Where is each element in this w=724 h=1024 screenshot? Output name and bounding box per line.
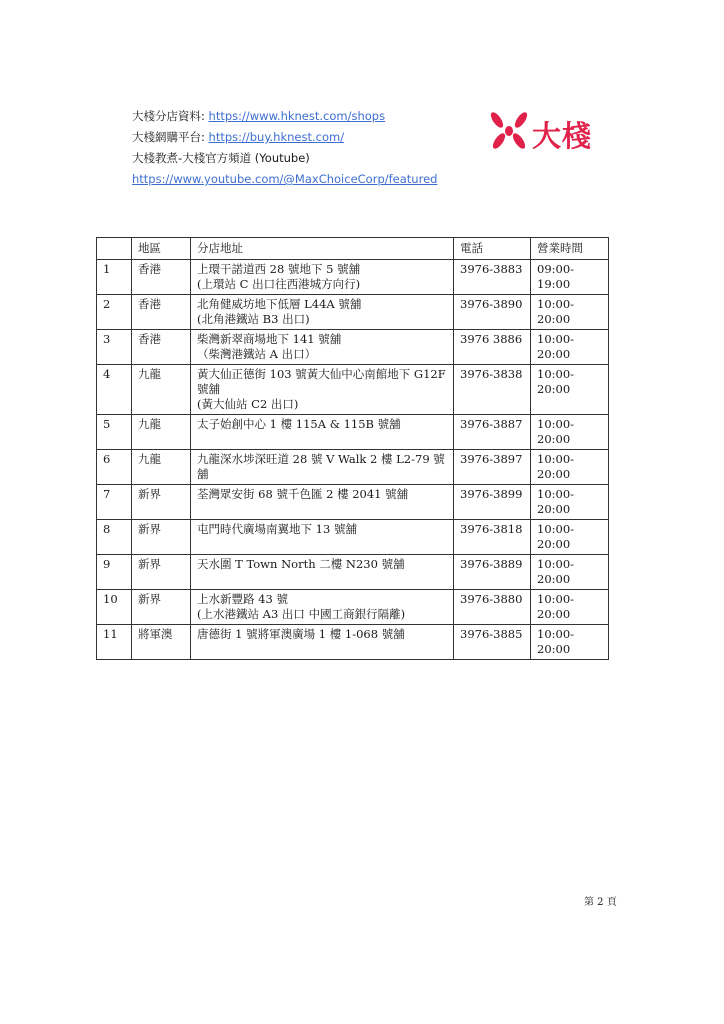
cell-phone: 3976-3883	[454, 260, 531, 295]
cell-no: 1	[97, 260, 132, 295]
cell-no: 10	[97, 590, 132, 625]
cell-region: 將軍澳	[132, 625, 191, 660]
cell-region: 香港	[132, 330, 191, 365]
cell-no: 5	[97, 415, 132, 450]
cell-address	[191, 485, 454, 520]
cell-region: 新界	[132, 520, 191, 555]
cell-no: 9	[97, 555, 132, 590]
shop-table	[96, 237, 609, 660]
address-main: 黃大仙正德街 103 號黃大仙中心南館地下 G12F 號舖	[197, 367, 446, 396]
cell-hours: 10:00-20:00	[531, 520, 609, 555]
cell-hours: 10:00-20:00	[531, 590, 609, 625]
table-row	[97, 365, 609, 415]
cell-hours: 10:00-20:00	[531, 415, 609, 450]
cell-address	[191, 555, 454, 590]
youtube-label: 大棧教煮-大棧官方頻道 (Youtube)	[132, 151, 310, 165]
buy-label: 大棧網購平台:	[132, 130, 205, 144]
address-note: (上環站 C 出口往西港城方向行)	[197, 277, 361, 291]
cell-hours: 10:00-20:00	[531, 450, 609, 485]
header-info	[132, 106, 437, 190]
table-row	[97, 450, 609, 485]
address-main: 太子始創中心 1 樓 115A & 115B 號舖	[197, 417, 401, 431]
cell-phone: 3976 3886	[454, 330, 531, 365]
address-note: （柴灣港鐵站 A 出口）	[197, 347, 317, 361]
brand-logo	[488, 110, 618, 153]
cell-region: 新界	[132, 485, 191, 520]
address-main: 九龍深水埗深旺道 28 號 V Walk 2 樓 L2-79 號舖	[197, 452, 445, 481]
cell-address	[191, 365, 454, 415]
table-row	[97, 330, 609, 365]
cell-no: 8	[97, 520, 132, 555]
cell-address	[191, 625, 454, 660]
cell-region: 九龍	[132, 450, 191, 485]
address-note: (黃大仙站 C2 出口)	[197, 397, 299, 411]
cell-address	[191, 450, 454, 485]
cell-address	[191, 330, 454, 365]
shops-line	[132, 106, 437, 127]
cell-no: 2	[97, 295, 132, 330]
cell-hours: 10:00-20:00	[531, 555, 609, 590]
cell-address	[191, 415, 454, 450]
cell-hours: 10:00-20:00	[531, 365, 609, 415]
cell-no: 11	[97, 625, 132, 660]
cell-hours: 10:00-20:00	[531, 330, 609, 365]
cell-hours: 09:00-19:00	[531, 260, 609, 295]
cell-address	[191, 590, 454, 625]
table-row	[97, 260, 609, 295]
table-row	[97, 520, 609, 555]
address-note: (北角港鐵站 B3 出口)	[197, 312, 310, 326]
shops-link[interactable]: https://www.hknest.com/shops	[208, 109, 386, 123]
address-main: 天水圍 T Town North 二樓 N230 號舖	[197, 557, 405, 571]
cell-phone: 3976-3885	[454, 625, 531, 660]
cell-hours: 10:00-20:00	[531, 485, 609, 520]
address-main: 上環干諾道西 28 號地下 5 號舖	[197, 262, 361, 276]
cell-no: 6	[97, 450, 132, 485]
table-row	[97, 555, 609, 590]
address-main: 荃灣眾安街 68 號千色匯 2 樓 2041 號舖	[197, 487, 409, 501]
table-row	[97, 625, 609, 660]
buy-line	[132, 127, 437, 148]
cell-address	[191, 295, 454, 330]
cell-phone: 3976-3880	[454, 590, 531, 625]
header-region: 地區	[132, 238, 191, 260]
table-row	[97, 415, 609, 450]
header-hours: 營業時間	[531, 238, 609, 260]
cell-hours: 10:00-20:00	[531, 625, 609, 660]
cell-region: 香港	[132, 295, 191, 330]
table-row	[97, 295, 609, 330]
address-note: (上水港鐵站 A3 出口 中國工商銀行隔離)	[197, 607, 406, 621]
logo-text: 大棧	[532, 119, 593, 153]
cell-phone: 3976-3887	[454, 415, 531, 450]
header-phone: 電話	[454, 238, 531, 260]
cell-no: 7	[97, 485, 132, 520]
cell-phone: 3976-3890	[454, 295, 531, 330]
header-no	[97, 238, 132, 260]
cell-phone: 3976-3838	[454, 365, 531, 415]
cell-phone: 3976-3899	[454, 485, 531, 520]
cell-region: 新界	[132, 590, 191, 625]
address-main: 柴灣新翠商場地下 141 號舖	[197, 332, 342, 346]
cell-address	[191, 260, 454, 295]
address-main: 唐德街 1 號將軍澳廣場 1 樓 1-068 號舖	[197, 627, 405, 641]
cell-region: 九龍	[132, 415, 191, 450]
cell-hours: 10:00-20:00	[531, 295, 609, 330]
cell-region: 香港	[132, 260, 191, 295]
buy-link[interactable]: https://buy.hknest.com/	[208, 130, 345, 144]
logo-mark-icon	[488, 110, 530, 150]
cell-address	[191, 520, 454, 555]
cell-region: 新界	[132, 555, 191, 590]
cell-phone: 3976-3818	[454, 520, 531, 555]
address-main: 屯門時代廣場南翼地下 13 號舖	[197, 522, 357, 536]
cell-no: 3	[97, 330, 132, 365]
table-header-row	[97, 238, 609, 260]
cell-phone: 3976-3889	[454, 555, 531, 590]
cell-region: 九龍	[132, 365, 191, 415]
header-address: 分店地址	[191, 238, 454, 260]
table-row	[97, 485, 609, 520]
address-main: 北角健威坊地下低層 L44A 號舖	[197, 297, 362, 311]
cell-phone: 3976-3897	[454, 450, 531, 485]
page-number: 第 2 頁	[584, 897, 617, 908]
address-main: 上水新豐路 43 號	[197, 592, 288, 606]
table-row	[97, 590, 609, 625]
cell-no: 4	[97, 365, 132, 415]
youtube-line	[132, 169, 437, 190]
youtube-link[interactable]: https://www.youtube.com/@MaxChoiceCorp/featured	[132, 172, 438, 186]
shops-label: 大棧分店資料:	[132, 109, 205, 123]
